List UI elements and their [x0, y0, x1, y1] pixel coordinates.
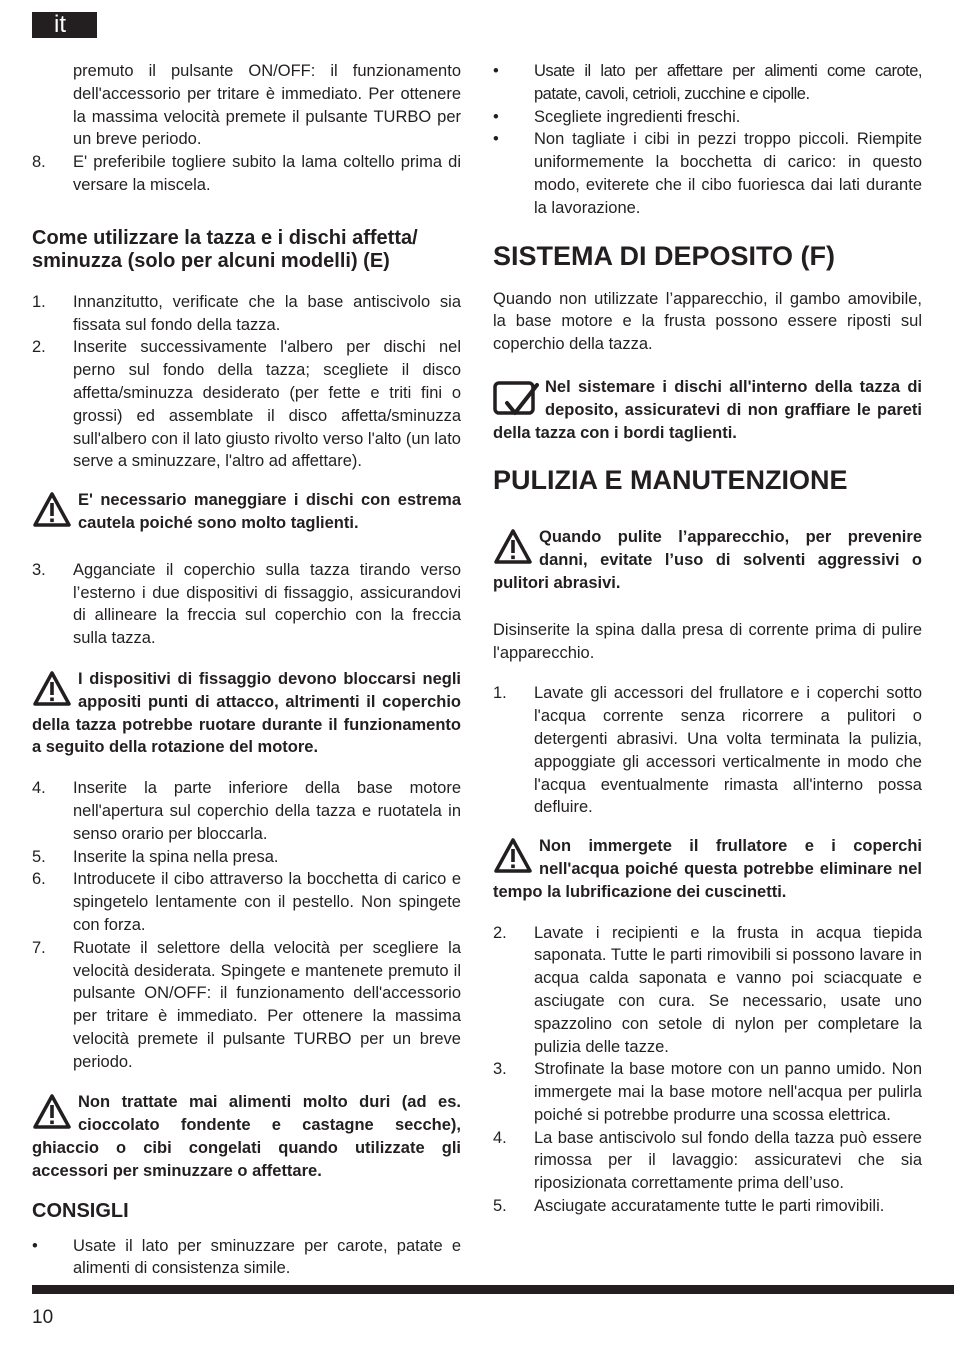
item-number: 4. — [493, 1128, 507, 1147]
list-item — [32, 336, 461, 473]
item-text: Asciugate accuratamente tutte le parti rimovibili. — [534, 1197, 885, 1216]
bullet-mark: • — [32, 1236, 38, 1255]
item-text: Agganciate il coperchio sulla tazza tirando verso l’esterno i due dispositivi di fissaggio, assicurandovi di allineare la freccia sul coperchio con la freccia sulla tazza. — [73, 560, 461, 648]
warning-triangle-icon — [493, 528, 533, 566]
item-number: 4. — [32, 779, 46, 798]
warning-text: E' necessario maneggiare i dischi con estrema cautela poiché sono molto taglienti. — [78, 491, 461, 532]
bullet-text: Non tagliate i cibi in pezzi troppo piccoli. Riempite uniformemente la bocchetta di carico: in questo modo, eviterete che il cibo fuoriesca dai lati durante la lavorazione. — [534, 130, 922, 217]
item-text: Lavate gli accessori del frullatore e i coperchi sotto l'acqua corrente senza ricorrere a pulitori o detergenti abrasivi. Una volta terminata la pulizia, appoggiate gli accessori verticalmente in modo che l'acqua eventualmente rimasta all'interno possa defluire. — [534, 684, 922, 817]
item-text: Inserite la spina nella presa. — [73, 847, 279, 866]
item-text: E' preferibile togliere subito la lama coltello prima di versare la miscela. — [73, 153, 461, 194]
warning-text: I dispositivi di fissaggio devono bloccarsi negli appositi punti di attacco, altrimenti il coperchio della tazza potrebbe ruotare durante il funzionamento a seguito della rotazione del motore. — [32, 669, 461, 757]
item-number: 5. — [32, 847, 46, 866]
section-heading: PULIZIA E MANUTENZIONE — [493, 465, 848, 496]
item-text: Introducete il cibo attraverso la bocchetta di carico e spingetelo lentamente con il pestello. Non spingete con forza. — [73, 870, 461, 934]
warning-text: Quando pulite l’apparecchio, per prevenire danni, evitate l’uso di solventi aggressivi o pulitori abrasivi. — [493, 528, 922, 592]
warning-triangle-icon — [32, 1093, 72, 1131]
list-item — [493, 1195, 922, 1218]
bullet-mark: • — [493, 62, 499, 80]
item7-continuation: premuto il pulsante ON/OFF: il funzionamento dell'accessorio per tritare è immediato. Per ottenere la massima velocità premete il pulsante TURBO per un breve periodo. — [73, 62, 461, 149]
warning-triangle-icon — [32, 670, 72, 708]
bullet-mark: • — [493, 130, 499, 149]
list-item — [32, 60, 461, 151]
list-item — [493, 1127, 922, 1195]
warning-box — [493, 835, 922, 903]
list-item — [32, 777, 461, 845]
list-item — [32, 937, 461, 1074]
item-text: Inserite successivamente l'albero per dischi nel perno sul fondo della tazza; scegliete il disco affetta/sminuzza desiderato (per fette e triti fini o grossi) ed assemblate il disco affetta/sminuzza sull'albero con il lato giusto rivolto verso l'alto (un lato serve a sminuzzare, l'altro ad affettare). — [73, 338, 461, 471]
item-number: 7. — [32, 938, 46, 957]
list-item — [493, 1058, 922, 1126]
list-item — [32, 868, 461, 936]
warning-box — [493, 526, 922, 594]
list-item — [32, 559, 461, 650]
item-number: 2. — [493, 923, 507, 942]
language-tab: it — [32, 12, 97, 38]
item-number: 3. — [32, 560, 46, 579]
item-text: Innanzitutto, verificate che la base antiscivolo sia fissata sul fondo della tazza. — [73, 292, 461, 334]
item-number: 6. — [32, 870, 46, 889]
warning-triangle-icon — [493, 837, 533, 875]
item-number: 1. — [32, 292, 46, 311]
list-item — [32, 151, 461, 197]
warning-box — [32, 1091, 461, 1182]
item-text: Strofinate la base motore con un panno umido. Non immergete mai la base motore nell'acqua per pulirla poiché si potrebbe produrre una scossa elettrica. — [534, 1060, 922, 1124]
note-box — [493, 376, 922, 444]
section-heading: SISTEMA DI DEPOSITO (F) — [493, 240, 836, 271]
paragraph: Disinserite la spina dalla presa di corrente prima di pulire l'apparecchio. — [493, 620, 922, 662]
item-text: La base antiscivolo sul fondo della tazza può essere rimossa per il lavaggio: assicuratevi che sia riposizionata correttamente prima dell’uso. — [534, 1128, 922, 1193]
paragraph: Quando non utilizzate l’apparecchio, il gambo amovibile, la base motore e la frusta possono essere riposti sul coperchio della tazza. — [493, 289, 922, 354]
item-number: 2. — [32, 338, 46, 357]
warning-text: Non trattate mai alimenti molto duri (ad es. cioccolato fondente e castagne secche), ghiaccio o cibi congelati quando utilizzate gli accessori per sminuzzare o affettare. — [32, 1093, 461, 1180]
item-number: 8. — [32, 153, 46, 172]
bullet-text: Scegliete ingredienti freschi. — [534, 107, 741, 126]
warning-triangle-icon — [32, 491, 72, 529]
item-text: Lavate i recipienti e la frusta in acqua tiepida saponata. Tutte le parti rimovibili si possono lavare in acqua calda saponata e vanno poi sciacquate e asciugate con cura. Se necessario, usate uno spazzolino con setole di nylon per completare la pulizia delle tazze. — [534, 923, 922, 1056]
bullet-text: Usate il lato per sminuzzare per carote, patate e alimenti di consistenza simile. — [73, 1236, 461, 1278]
item-number: 3. — [493, 1060, 507, 1079]
warning-text: Non immergete il frullatore e i coperchi nell'acqua poiché questa potrebbe eliminare nel tempo la lubrificazione dei cuscinetti. — [493, 837, 922, 901]
list-item — [493, 682, 922, 819]
item-text: Ruotate il selettore della velocità per scegliere la velocità desiderata. Spingete e mantenete premuto il pulsante ON/OFF: il funzionamento dell'accessorio per tritare è immediato. Per ottenere la massima velocità premete il pulsante TURBO per un breve periodo. — [73, 938, 461, 1071]
bullet-mark: • — [493, 107, 499, 126]
bullet-item — [32, 1235, 461, 1281]
page-number: 10 — [32, 1307, 54, 1328]
item-number: 1. — [493, 684, 507, 703]
bullet-item — [493, 60, 922, 106]
list-item — [32, 846, 461, 869]
warning-box — [32, 489, 461, 535]
warning-box — [32, 668, 461, 759]
list-item — [493, 922, 922, 1059]
note-text: Nel sistemare i dischi all'interno della tazza di deposito, assicuratevi di non graffiare le pareti della tazza con i bordi taglienti. — [493, 377, 922, 442]
bullet-text: Usate il lato per affettare per alimenti come carote, patate, cavoli, cetrioli, zucchine e cipolle. — [534, 62, 922, 103]
right-column — [493, 60, 922, 1218]
bullet-item — [493, 106, 922, 129]
item-text: Inserite la parte inferiore della base motore nell'apertura sul coperchio della tazza e ruotatela in senso orario per bloccarla. — [73, 779, 461, 843]
bullet-item — [493, 128, 922, 219]
section-heading: Come utilizzare la tazza e i dischi affetta/ sminuzza (solo per alcuni modelli) (E) — [32, 226, 418, 272]
item-number: 5. — [493, 1197, 507, 1216]
list-item — [32, 291, 461, 337]
consigli-heading: CONSIGLI — [32, 1199, 129, 1222]
left-column — [32, 60, 461, 1280]
footer-divider — [32, 1285, 954, 1294]
checkmark-note-icon — [493, 379, 539, 419]
